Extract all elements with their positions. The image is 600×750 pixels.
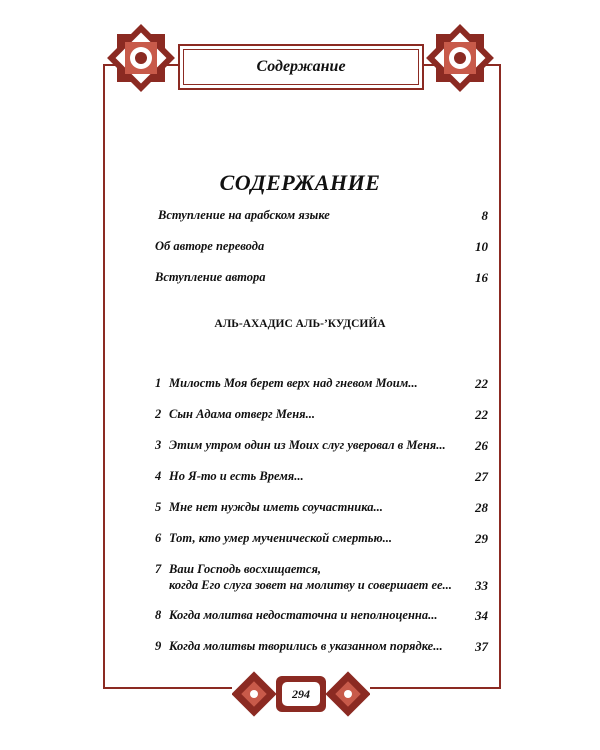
entry-page: 26 [475,438,488,453]
intro-entry-title: Об авторе перевода [155,239,265,253]
entry-title: Этим утром один из Моих слуг уверовал в Меня... [169,438,446,452]
entry-title-line-2: когда Его слуга зовет на молитву и совершает ее... [169,578,452,592]
entry-number: 9 [155,639,162,653]
intro-entry-page: 10 [475,239,488,254]
entry-page: 34 [475,608,488,623]
header-title: Содержание [256,58,346,75]
entry-number: 7 [155,562,162,576]
entry-title: Сын Адама отверг Меня... [169,407,315,421]
ornament-top-left-icon [103,20,179,96]
entry-page: 27 [475,469,488,484]
entry-title: Милость Моя берет верх над гневом Моим... [169,376,418,390]
entry-page: 22 [475,407,488,422]
entry-page: 37 [475,639,488,654]
entry-page: 29 [475,531,488,546]
entry-page: 33 [475,578,488,593]
header-box [178,44,424,90]
intro-entry-title: Вступление автора [155,270,266,284]
entry-number: 1 [155,376,162,390]
intro-entry-title: Вступление на арабском языке [158,208,330,222]
entry-number: 4 [155,469,162,483]
entry-title: Но Я-то и есть Время... [169,469,304,483]
entry-number: 3 [155,438,162,452]
entry-title-line-1: Ваш Господь восхищается, [169,562,322,576]
entry-number: 6 [155,531,162,545]
entry-page: 22 [475,376,488,391]
entry-number: 8 [155,608,162,622]
entry-title: Когда молитва недостаточна и неполноценна... [169,608,438,622]
entry-number: 5 [155,500,162,514]
toc-title: СОДЕРЖАНИЕ [219,170,381,195]
entry-page: 28 [475,500,488,515]
intro-entry-page: 16 [475,270,488,285]
intro-entry-page: 8 [481,208,488,223]
footer-page-number: 294 [292,686,310,701]
entry-title: Мне нет нужды иметь соучастника... [169,500,383,514]
ornament-top-right-icon [422,20,498,96]
entry-number: 2 [155,407,162,421]
entry-title: Когда молитвы творились в указанном порядке... [169,639,443,653]
section-heading: АЛЬ-АХАДИС АЛЬ-’КУДСИЙА [214,318,386,330]
entry-title: Тот, кто умер мученической смертью... [169,531,393,545]
